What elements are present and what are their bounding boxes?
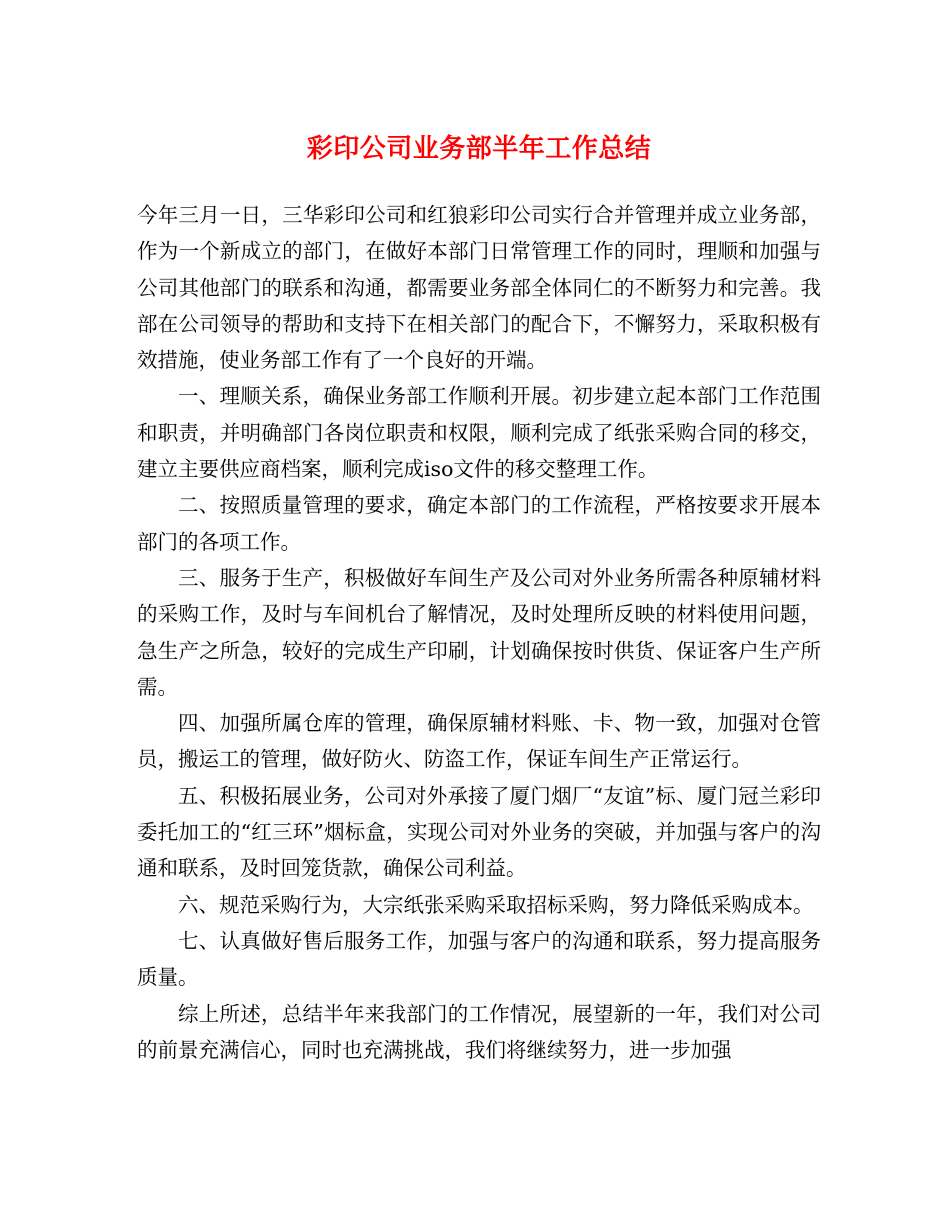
paragraph-item-3: 三、服务于生产，积极做好车间生产及公司对外业务所需各种原辅材料的采购工作，及时与车间机台了解情况，及时处理所反映的材料使用问题，急生产之所急，较好的完成生产印刷，计划确保按时供货、保证客户生产所需。 <box>137 565 821 699</box>
document-title: 彩印公司业务部半年工作总结 <box>306 134 652 164</box>
paragraph-item-7: 七、认真做好售后服务工作，加强与客户的沟通和联系，努力提高服务质量。 <box>137 928 821 990</box>
paragraph-intro: 今年三月一日，三华彩印公司和红狼彩印公司实行合并管理并成立业务部，作为一个新成立的部门，在做好本部门日常管理工作的同时，理顺和加强与公司其他部门的联系和沟通，都需要业务部全体同仁的不断努力和完善。我部在公司领导的帮助和支持下在相关部门的配合下，不懈努力，采取积极有效措施，使业务部工作有了一个良好的开端。 <box>137 203 821 373</box>
paragraph-item-5: 五、积极拓展业务，公司对外承接了厦门烟厂“友谊”标、厦门冠兰彩印委托加工的“红三环”烟标盒，实现公司对外业务的突破，并加强与客户的沟通和联系，及时回笼货款，确保公司利益。 <box>137 783 821 881</box>
document-page <box>137 125 821 1068</box>
paragraph-item-4: 四、加强所属仓库的管理，确保原辅材料账、卡、物一致，加强对仓管员，搬运工的管理，做好防火、防盗工作，保证车间生产正常运行。 <box>137 711 821 772</box>
paragraph-item-6: 六、规范采购行为，大宗纸张采购采取招标采购，努力降低采购成本。 <box>178 892 814 917</box>
paragraph-item-2: 二、按照质量管理的要求，确定本部门的工作流程，严格按要求开展本部门的各项工作。 <box>137 493 821 554</box>
paragraph-summary: 综上所述，总结半年来我部门的工作情况，展望新的一年，我们对公司的前景充满信心，同时也充满挑战，我们将继续努力，进一步加强 <box>137 1001 821 1062</box>
paragraph-item-1: 一、理顺关系，确保业务部工作顺利开展。初步建立起本部门工作范围和职责，并明确部门各岗位职责和权限，顺利完成了纸张采购合同的移交，建立主要供应商档案，顺利完成iso文件的移交整理工作。 <box>137 384 821 482</box>
